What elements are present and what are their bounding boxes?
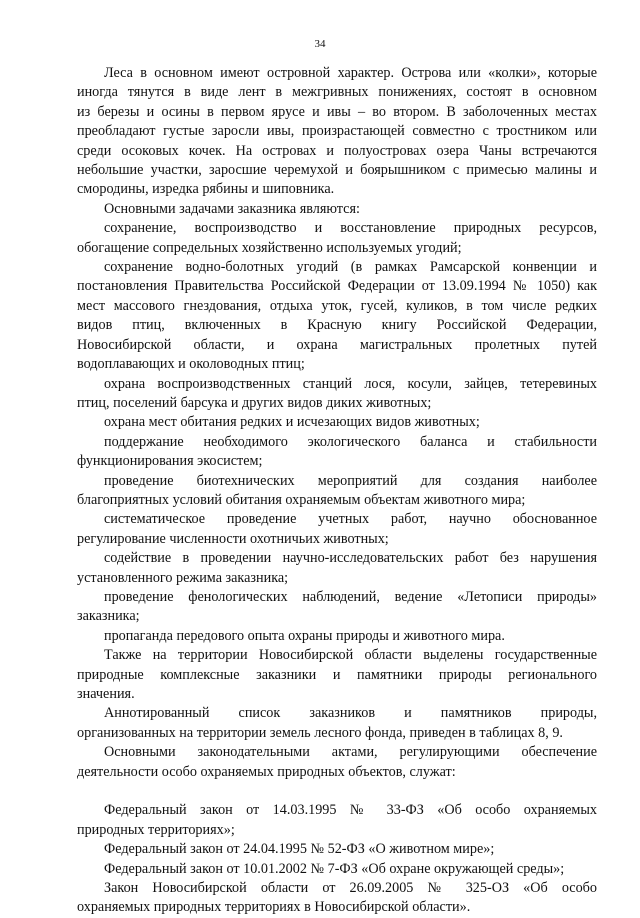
text-line: сохранение, воспроизводство и восстановление природных ресурсов, [104,220,597,237]
text-line: организованных на территории земель лесного фонда, приведен в таблицах 8, 9. [77,724,563,741]
list-item-task [77,549,597,588]
list-item-task [77,510,597,549]
list-item-law [77,879,597,918]
text-line: природные комплексные заказники и памятники природы регионального [77,666,597,683]
text-line: небольшие участки, заросшие черемухой и боярышником с примесью малины и [77,162,597,179]
text-line: обогащение сопредельных хозяйственно используемых угодий; [77,239,462,256]
text-line: смородины, изредка рябины и шиповника. [77,181,335,198]
text-line: Федеральный закон от 10.01.2002 № 7-ФЗ «Об охране окружающей среды»; [104,860,565,877]
paragraph-legislation-intro [77,743,597,782]
list-item-task [77,258,597,374]
text-line: Федеральный закон от 14.03.1995 № 33-ФЗ «Об особо охраняемых [104,802,597,819]
text-line: благоприятных условий обитания охраняемым объектам животного мира; [77,491,526,508]
text-line: Леса в основном имеют островной характер. Острова или «колки», которые [104,65,597,81]
text-line: проведение биотехнических мероприятий для создания наиболее [104,472,597,489]
page-number: 34 [314,38,326,50]
text-line: пропаганда передового опыта охраны природы и животного мира. [104,627,505,644]
text-line: Основными законодательными актами, регулирующими обеспечение [104,744,597,761]
text-line: содействие в проведении научно-исследовательских работ без нарушения [104,550,597,567]
text-line: деятельности особо охраняемых природных объектов, служат: [77,763,456,780]
text-line: значения. [77,686,135,702]
text-line: Закон Новосибирской области от 26.09.2005 № 325-ОЗ «Об особо [104,880,597,897]
list-item-task [77,413,597,432]
list-item-task [77,588,597,627]
text-line: проведение фенологических наблюдений, ведение «Летописи природы» [104,588,597,605]
list-item-law [77,860,597,879]
document-body [77,64,597,918]
paragraph-forests [77,64,597,200]
text-line: видов птиц, включенных в Красную книгу Российской Федерации, [77,317,597,334]
list-item-task [77,375,597,414]
text-line: среди осоковых кочек. На островах и полуостровах озера Чаны встречаются [77,142,597,159]
text-line: заказника; [77,608,140,625]
list-item-law [77,801,597,840]
text-line: постановления Правительства Российской Федерации от 13.09.1994 № 1050) как [77,278,597,295]
text-line: Новосибирской области, и охрана магистральных пролетных путей [77,336,597,353]
text-line: функционирования экосистем; [77,453,263,470]
text-line: Также на территории Новосибирской области выделены государственные [104,647,597,664]
text-line: систематическое проведение учетных работ, научно обоснованное [104,511,597,528]
text-line: природных территориях»; [77,821,235,838]
text-line: поддержание необходимого экологического баланса и стабильности [104,433,597,450]
text-line: птиц, поселений барсука и других видов диких животных; [77,394,432,411]
paragraph-annotated-list [77,704,597,743]
text-line: преобладают густые заросли ивы, произрастающей совместно с тростником или [77,123,597,140]
list-item-law [77,840,597,859]
text-line: Федеральный закон от 24.04.1995 № 52-ФЗ «О животном мире»; [104,841,495,858]
text-line: Основными задачами заказника являются: [104,200,360,217]
text-line: охраняемых природных территориях в Новосибирской области». [77,899,471,916]
text-line: установленного режима заказника; [77,569,289,586]
text-line: регулирование численности охотничьих животных; [77,530,389,547]
paragraph-regional-reserves [77,646,597,704]
text-line: сохранение водно-болотных угодий (в рамках Рамсарской конвенции и [104,259,597,276]
text-line: охрана воспроизводственных станций лося, косули, зайцев, тетеревиных [104,375,597,392]
text-line: из березы и осины в первом ярусе и ивы – во втором. В заболоченных местах [77,103,597,120]
list-item-task [77,472,597,511]
list-item-task [77,433,597,472]
text-line: водоплавающих и околоводных птиц; [77,356,305,373]
list-item-task [77,627,597,646]
text-line: иногда тянутся в виде лент в межгривных понижениях, состоят в основном [77,84,597,101]
text-line: охрана мест обитания редких и исчезающих видов животных; [104,414,480,431]
blank-line [77,782,597,801]
paragraph-main-tasks-intro [77,200,597,219]
text-line: мест массового гнездования, отдыха уток, гусей, куликов, в том числе редких [77,297,597,314]
list-item-task [77,219,597,258]
text-line: Аннотированный список заказников и памятников природы, [104,705,597,722]
